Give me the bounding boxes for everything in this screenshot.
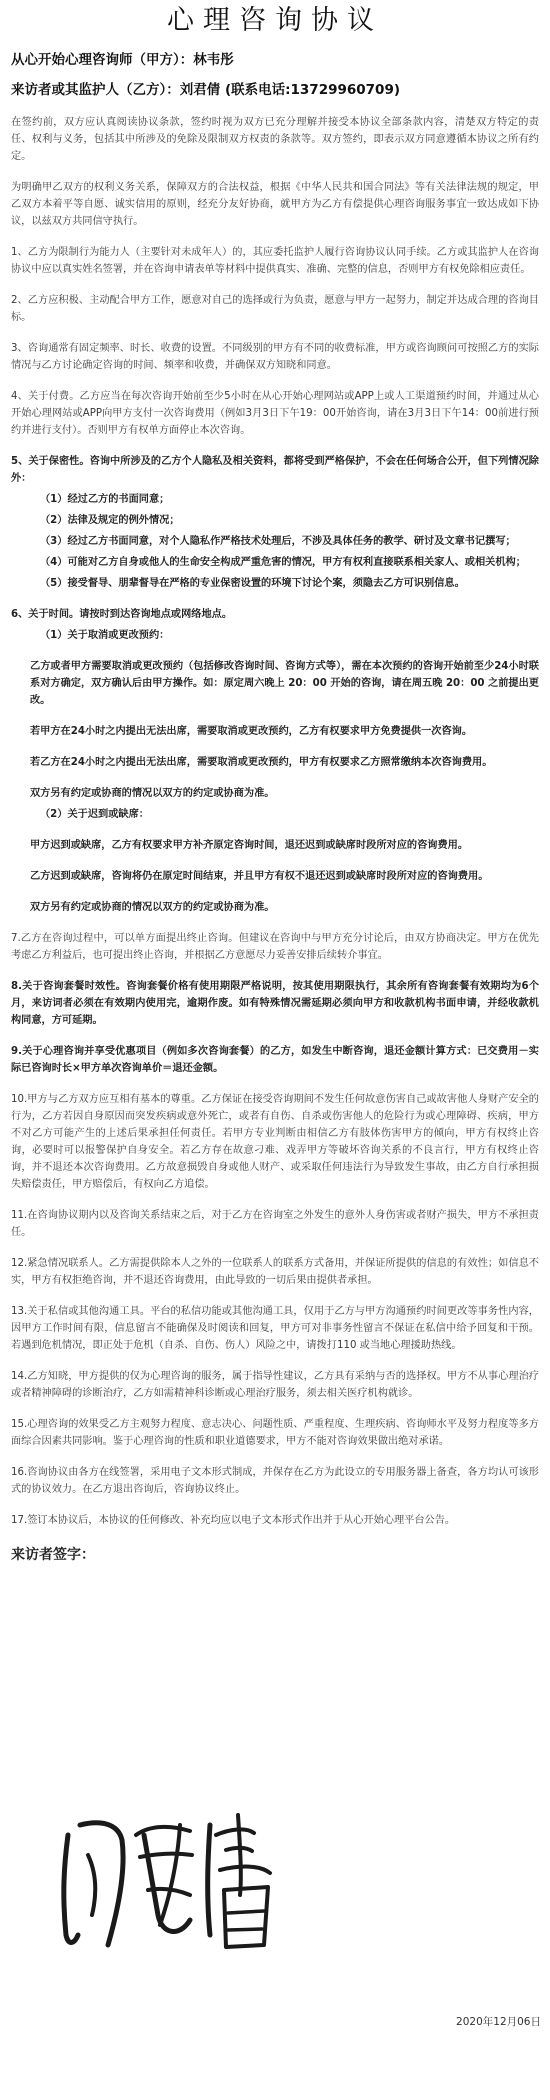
signing-date: 2020年12月06日 [456, 2016, 541, 2028]
clause-3: 3、咨询通常有固定频率、时长、收费的设置。不同级别的甲方有不同的收费标准，甲方或咨询顾问可按照乙方的实际情况与乙方讨论确定咨询的时间、频率和收费，并确保双方知晓和同意。 [11, 343, 539, 371]
clause-6-2-c: 双方另有约定或协商的情况以双方的约定或协商为准。 [30, 902, 275, 913]
clause-6-2-a: 甲方迟到或缺席，乙方有权要求甲方补齐原定咨询时间，退还迟到或缺席时段所对应的咨询费用。 [30, 840, 469, 851]
clause-6: 6、关于时间。请按时到达咨询地点或网络地点。 [11, 609, 233, 620]
clause-5-item-1: （1）经过乙方的书面同意； [40, 494, 170, 505]
clause-5-item-3: （3）经过乙方书面同意，对个人隐私作严格技术处理后，不涉及具体任务的教学、研讨及文章书记撰写； [40, 536, 516, 547]
clause-6-1-c: 若乙方在24小时之内提出无法出席，需要取消或更改预约，甲方有权要求乙方照常缴纳本次咨询费用。 [30, 757, 493, 768]
clause-5-item-5: （5）接受督导、朋辈督导在严格的专业保密设置的环境下讨论个案，须隐去乙方可识别信息。 [40, 578, 465, 589]
clause-15: 15.心理咨询的效果受乙方主观努力程度、意志决心、问题性质、严重程度、生理疾病、咨询师水平及努力程度等多方面综合因素共同影响。鉴于心理咨询的性质和职业道德要求，甲方不能对咨询效果做出绝对承诺。 [11, 1419, 539, 1447]
clause-12: 12.紧急情况联系人。乙方需提供除本人之外的一位联系人的联系方式备用，并保证所提供的信息的有效性；如信息不实，甲方有权拒绝咨询，并不退还咨询费用，由此导致的一切后果由提供者承担。 [11, 1258, 539, 1286]
clause-6-1-d: 双方另有约定或协商的情况以双方的约定或协商为准。 [30, 788, 275, 799]
clause-6-2-b: 乙方迟到或缺席，咨询将仍在原定时间结束，并且甲方有权不退还迟到或缺席时段所对应的咨询费用。 [30, 871, 489, 882]
clause-8: 8.关于咨询套餐时效性。咨询套餐价格有使用期限严格说明，按其使用期限执行，其余所有咨询套餐有效期均为6个月，来访词者必须在有效期内使用完，逾期作废。如有特殊情况需延期必须向甲方和收款机构书面申请，并经收款机构同意，方可延期。 [11, 981, 539, 1026]
clause-10: 10.甲方与乙方双方应互相有基本的尊重。乙方保证在接受咨询期间不发生任何故意伤害自己或故害他人身财产安全的行为，乙方若因自身原因而突发疾病或意外死亡，或者有自伤、自杀或伤害他人的危险行为或心理障碍、疾病，甲方不对乙方可能产生的上述后果承担任何责任。若甲方专业判断由相信乙方有肢体伤害甲方的倾向，甲方有权终止咨询，必要时可以报警保护自身安全。若乙方存在故意刁难、戏弄甲方等破坏咨询关系的不良言行，甲方有权终止咨询，并不退还本次咨询费用。乙方故意损毁自身或他人财产、或采取任何违法行为导致发生事故，由乙方自行承担损失赔偿责任，甲方赔偿后，有权向乙方追偿。 [11, 1094, 539, 1190]
clause-6-heading-2: （2）关于迟到或缺席： [40, 809, 149, 820]
party-a-line: 从心开始心理咨询师（甲方）：林韦彤 [11, 52, 234, 68]
clause-9: 9.关于心理咨询并享受优惠项目（例如多次咨询套餐）的乙方，如发生中断咨询，退还金额计算方式：已交费用－实际已咨询时长×甲方单次咨询单价＝退还金额。 [11, 1046, 539, 1074]
clause-5-item-4: （4）可能对乙方自身或他人的生命安全构成严重危害的情况，甲方有权利直接联系相关家人、或相关机构； [40, 557, 526, 568]
clause-6-1-b: 若甲方在24小时之内提出无法出席，需要取消或更改预约，乙方有权要求甲方免费提供一次咨询。 [30, 726, 473, 737]
clause-2: 2、乙方应积极、主动配合甲方工作，愿意对自己的选择或行为负责，愿意与甲方一起努力，制定并达成合理的咨询目标。 [11, 295, 539, 323]
party-b-line: 来访者或其监护人（乙方）：刘君倩 (联系电话:13729960709) [11, 82, 401, 98]
clause-5: 5、关于保密性。咨询中所涉及的乙方个人隐私及相关资料，都将受到严格保护，不会在任何场合公开，但下列情况除外： [11, 456, 539, 484]
clause-5-item-2: （2）法律及规定的例外情况； [40, 515, 180, 526]
clause-11: 11.在咨询协议期内以及咨询关系结束之后，对于乙方在咨询室之外发生的意外人身伤害或者财产损失，甲方不承担责任。 [11, 1210, 539, 1238]
document-title: 心理咨询协议 [167, 5, 383, 36]
clause-6-1-a: 乙方或者甲方需要取消或更改预约（包括修改咨询时间、咨询方式等），需在本次预约的咨询开始前至少24小时联系对方确定，双方确认后由甲方操作。如：原定周六晚上 20：00 开始的咨询，请在周五晚 20：00 之前提出更改。 [30, 661, 539, 706]
intro-paragraph-2: 为明确甲乙双方的权利义务关系，保障双方的合法权益，根据《中华人民共和国合同法》等有关法律法规的规定，甲乙双方本着平等自愿、诚实信用的原则，经充分友好协商，就甲方为乙方有偿提供心理咨询服务事宜一致达成如下协议，以兹双方共同信守执行。 [11, 182, 539, 227]
signature-label: 来访者签字： [11, 1547, 95, 1563]
clause-14: 14.乙方知晓，甲方提供的仅为心理咨询的服务，属于指导性建议，乙方具有采纳与否的选择权。甲方不从事心理治疗或者精神障碍的诊断治疗，乙方如需精神科诊断或心理治疗服务，须去相关医疗机构就诊。 [11, 1371, 539, 1399]
clause-13: 13.关于私信或其他沟通工具。平台的私信功能或其他沟通工具，仅用于乙方与甲方沟通预约时间更改等事务性内容，因甲方工作时间有限，信息留言不能确保及时阅读和回复，甲方可对非事务性留言不保证在私信中给予回复和干预。若遇到危机情况，即正处于危机（自杀、自伤、伤人）风险之中，请拨打110 或当地心理援助热线。 [11, 1306, 539, 1351]
handwritten-signature [40, 1795, 300, 1970]
clause-6-heading-1: （1）关于取消或更改预约： [40, 630, 170, 641]
clause-1: 1、乙方为限制行为能力人（主要针对未成年人）的，其应委托监护人履行咨询协议认同手续。乙方或其监护人在咨询协议中应以真实姓名签署，并在咨询申请表单等材料中提供真实、准确、完整的信息，否则甲方有权免除相应责任。 [11, 247, 539, 275]
clause-4: 4、关于付费。乙方应当在每次咨询开始前至少5小时在从心开始心理网站或APP上或人工渠道预约时间，并通过从心开始心理网站或APP向甲方支付一次咨询费用（例如3月3日下午19：00开始咨询，请在3月3日下午14：00前进行预约并进行支付）。否则甲方有权单方面停止本次咨询。 [11, 391, 539, 436]
clause-7: 7.乙方在咨询过程中，可以单方面提出终止咨询。但建议在咨询中与甲方充分讨论后，由双方协商决定。甲方在优先考虑乙方利益后，也可提出终止咨询，并根据乙方意愿尽力妥善安排后续转介事宜。 [11, 933, 539, 961]
clause-16: 16.咨询协议由各方在线签署，采用电子文本形式制成，并保存在乙方为此设立的专用服务器上备查，各方均认可该形式的协议效力。在乙方退出咨询后，咨询协议终止。 [11, 1467, 539, 1495]
intro-paragraph-1: 在签约前，双方应认真阅读协议条款，签约时视为双方已充分理解并接受本协议全部条款内容，清楚双方特定的责任、权利与义务，包括其中所涉及的免除及限制双方权责的条款等。双方签约，即表示双方同意遵循本协议之所有约定。 [11, 117, 539, 162]
clause-17: 17.签订本协议后，本协议的任何修改、补充均应以电子文本形式作出并于从心开始心理平台公告。 [11, 1515, 456, 1526]
